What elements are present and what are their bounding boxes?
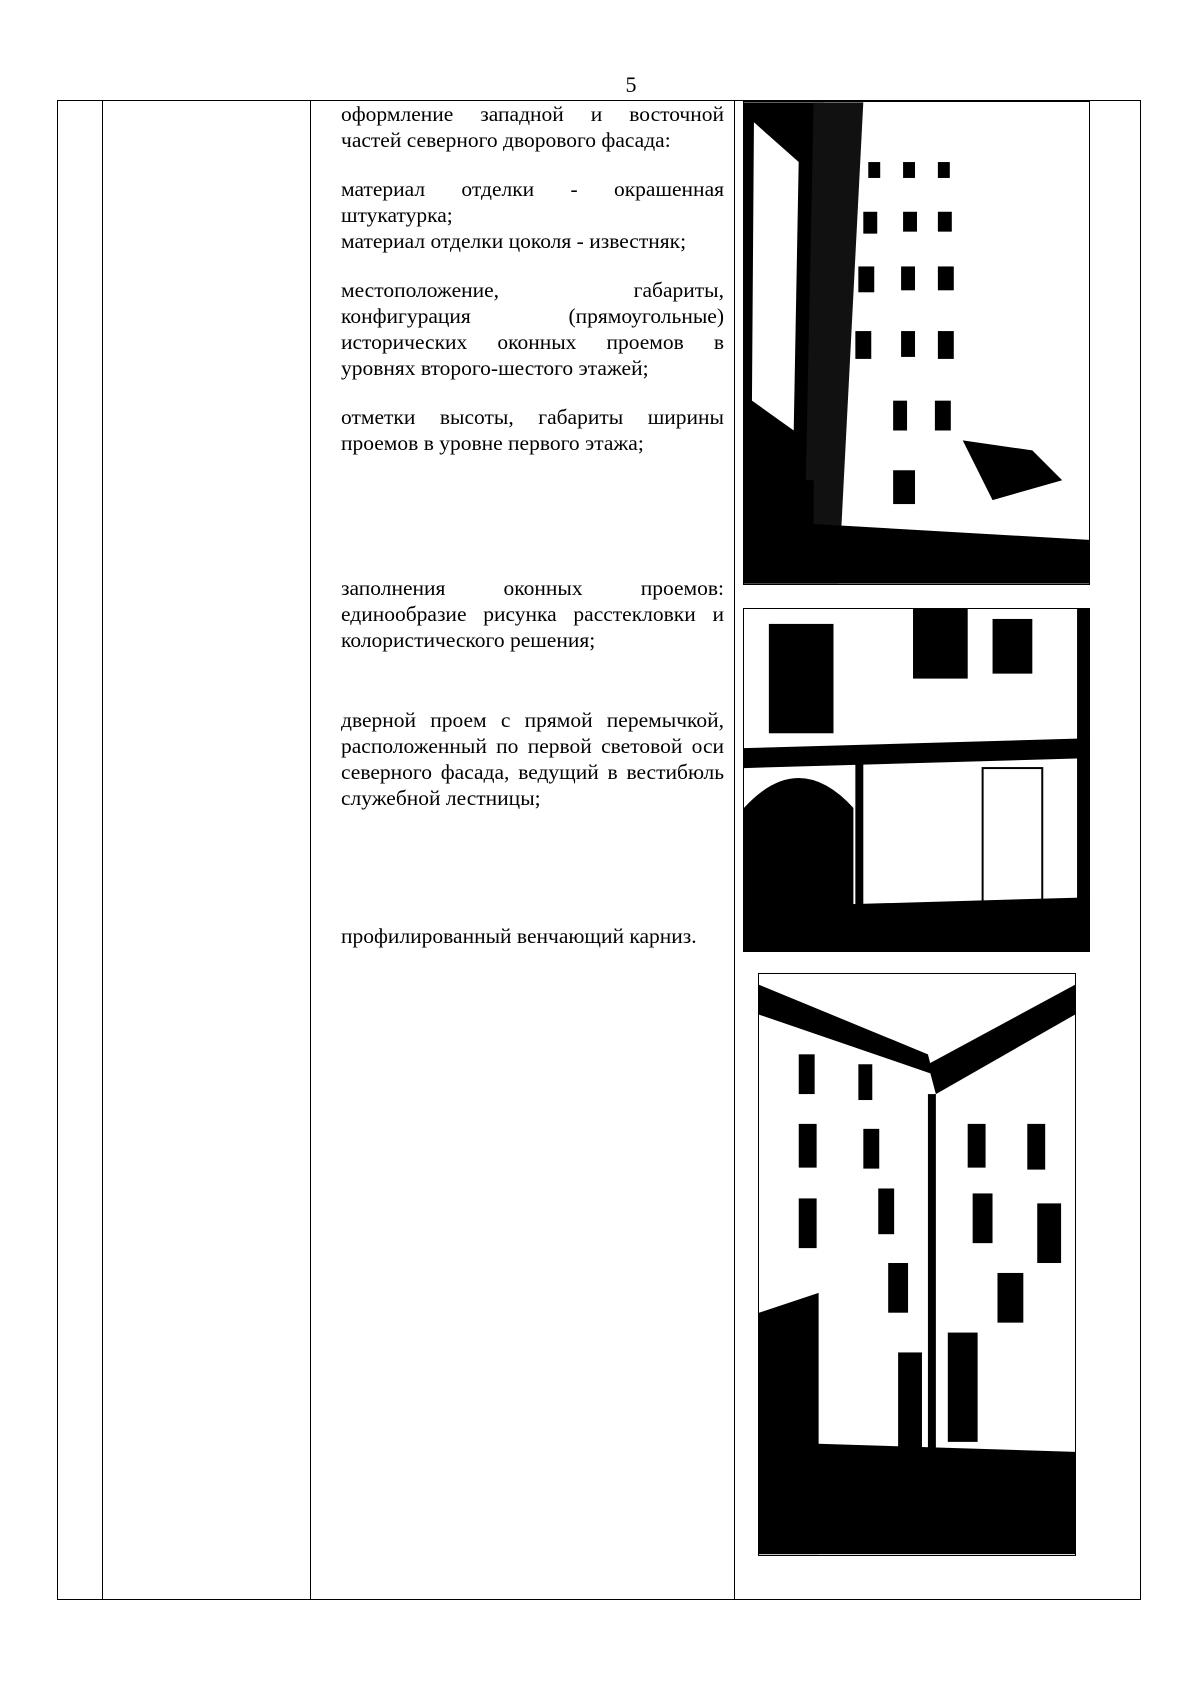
detail-photo-drawing [744, 609, 1089, 951]
section-facade-finish [341, 101, 724, 479]
section-cornice [341, 923, 724, 972]
paragraph-plinth: материал отделки цоколя - известняк; [341, 229, 687, 253]
photo-window-door-detail [743, 608, 1090, 952]
column-divider-2 [310, 101, 311, 1599]
paragraph-glazing: заполнения оконных проемов: единообразие рисунка расстекловки и колористического решения; [341, 576, 724, 652]
paragraph-plaster: материал отделки - окрашенная штукатурка; [341, 177, 724, 227]
paragraph-cornice: профилированный венчающий карниз. [341, 924, 697, 948]
photo-cornice-view [758, 973, 1076, 1556]
paragraph-ground-floor: отметки высоты, габариты ширины проемов в уровне первого этажа; [341, 405, 724, 455]
paragraph-window-openings: местоположение, габариты, конфигурация (прямоугольные) исторических оконных проемов в уровнях второго-шестого этажей; [341, 278, 724, 380]
column-divider-3 [734, 101, 735, 1599]
paragraph-door: дверной проем с прямой перемычкой, расположенный по первой световой оси северного фасада, ведущий в вестибюль служебной лестницы; [341, 708, 724, 810]
column-divider-1 [102, 101, 103, 1599]
page-number: 5 [625, 72, 637, 97]
document-table [57, 100, 1141, 1600]
cornice-photo-drawing [759, 974, 1075, 1555]
paragraph-facade-design: оформление западной и восточной частей северного дворового фасада: [341, 102, 724, 152]
facade-photo-drawing [744, 102, 1089, 584]
section-window-fill [341, 575, 724, 834]
photo-courtyard-facade [743, 101, 1090, 585]
